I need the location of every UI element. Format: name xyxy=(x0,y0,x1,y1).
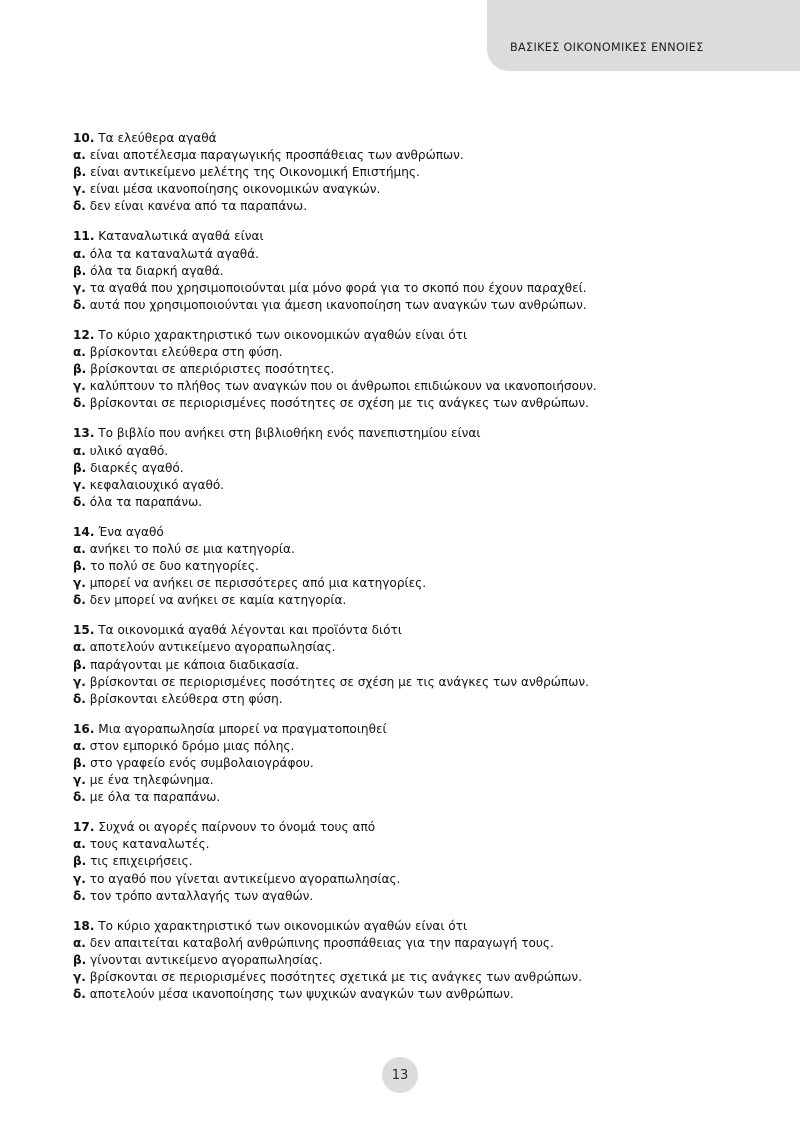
option-marker: β. xyxy=(73,460,87,475)
answer-option[interactable] xyxy=(73,853,733,870)
answer-option[interactable] xyxy=(73,969,733,986)
answer-option[interactable] xyxy=(73,789,733,806)
answer-option[interactable] xyxy=(73,657,733,674)
option-marker: δ. xyxy=(73,790,86,805)
option-marker: δ. xyxy=(73,494,86,509)
answer-option[interactable] xyxy=(73,541,733,558)
answer-option[interactable] xyxy=(73,755,733,772)
question-stem xyxy=(73,819,733,836)
question-block xyxy=(73,819,733,904)
question-stem-text: Τα ελεύθερα αγαθά xyxy=(98,131,217,145)
answer-option[interactable] xyxy=(73,198,733,215)
option-text: δεν είναι κανένα από τα παραπάνω. xyxy=(89,199,308,214)
question-stem-text: Μια αγοραπωλησία μπορεί να πραγματοποιηθεί xyxy=(98,721,387,736)
answer-option[interactable] xyxy=(73,246,733,263)
question-stem-text: Το βιβλίο που ανήκει στη βιβλιοθήκη ενός πανεπιστημίου είναι xyxy=(98,426,481,441)
option-text: το πολύ σε δυο κατηγορίες. xyxy=(90,559,259,574)
option-marker: α. xyxy=(73,640,86,655)
option-text: αυτά που χρησιμοποιούνται για άμεση ικανοποίηση των αναγκών των ανθρώπων. xyxy=(89,297,587,312)
option-text: καλύπτουν το πλήθος των αναγκών που οι άνθρωποι επιδιώκουν να ικανοποιήσουν. xyxy=(89,379,597,394)
question-number: 15. xyxy=(73,623,95,638)
option-marker: α. xyxy=(73,935,86,950)
option-text: όλα τα διαρκή αγαθά. xyxy=(90,263,224,278)
answer-option[interactable] xyxy=(73,263,733,280)
option-text: είναι αποτέλεσμα παραγωγικής προσπάθειας των ανθρώπων. xyxy=(89,148,464,163)
question-stem xyxy=(73,130,733,147)
question-number: 16. xyxy=(73,721,95,736)
option-marker: β. xyxy=(73,263,87,278)
question-block xyxy=(73,721,733,806)
option-marker: α. xyxy=(73,541,86,556)
question-block xyxy=(73,327,733,412)
option-marker: β. xyxy=(73,165,87,180)
page-number-value: 13 xyxy=(391,1067,409,1083)
option-text: ανήκει το πολύ σε μια κατηγορία. xyxy=(89,541,295,556)
question-block xyxy=(73,622,733,707)
question-number: 14. xyxy=(73,524,95,539)
answer-option[interactable] xyxy=(73,297,733,314)
option-marker: δ. xyxy=(73,593,86,608)
header-chapter-title: ΒΑΣΙΚΕΣ ΟΙΚΟΝΟΜΙΚΕΣ ΕΝΝΟΙΕΣ xyxy=(510,41,704,54)
question-block xyxy=(73,130,733,215)
question-number: 17. xyxy=(73,820,95,835)
option-marker: δ. xyxy=(73,888,86,903)
option-marker: γ. xyxy=(73,379,86,394)
option-marker: α. xyxy=(73,246,86,261)
option-text: βρίσκονται σε περιορισμένες ποσότητες σε σχέση με τις ανάγκες των ανθρώπων. xyxy=(89,396,589,411)
answer-option[interactable] xyxy=(73,558,733,575)
question-stem xyxy=(73,622,733,639)
option-text: βρίσκονται ελεύθερα στη φύση. xyxy=(89,345,283,360)
answer-option[interactable] xyxy=(73,361,733,378)
option-marker: β. xyxy=(73,559,87,574)
option-marker: β. xyxy=(73,657,87,672)
question-block xyxy=(73,524,733,609)
option-marker: γ. xyxy=(73,674,86,689)
option-text: στο γραφείο ενός συμβολαιογράφου. xyxy=(90,756,314,770)
answer-option[interactable] xyxy=(73,575,733,592)
answer-option[interactable] xyxy=(73,181,733,198)
option-text: δεν απαιτείται καταβολή ανθρώπινης προσπάθειας για την παραγωγή τους. xyxy=(89,935,554,950)
option-marker: α. xyxy=(73,148,86,163)
option-text: υλικό αγαθό. xyxy=(89,443,169,458)
question-stem-text: Καταναλωτικά αγαθά είναι xyxy=(98,229,264,244)
option-marker: β. xyxy=(73,952,87,967)
option-text: γίνονται αντικείμενο αγοραπωλησίας. xyxy=(90,952,323,967)
question-stem xyxy=(73,327,733,344)
option-text: τα αγαθά που χρησιμοποιούνται μία μόνο φορά για το σκοπό που έχουν παραχθεί. xyxy=(89,280,587,295)
answer-option[interactable] xyxy=(73,164,733,181)
option-marker: γ. xyxy=(73,773,86,788)
question-stem xyxy=(73,918,733,935)
answer-option[interactable] xyxy=(73,836,733,853)
option-text: τον τρόπο ανταλλαγής των αγαθών. xyxy=(89,888,314,903)
answer-option[interactable] xyxy=(73,738,733,755)
option-marker: γ. xyxy=(73,182,86,197)
option-marker: γ. xyxy=(73,576,86,591)
answer-option[interactable] xyxy=(73,935,733,952)
answer-option[interactable] xyxy=(73,691,733,708)
option-text: στον εμπορικό δρόμο μιας πόλης. xyxy=(89,738,295,753)
option-text: τους καταναλωτές. xyxy=(89,837,210,852)
answer-option[interactable] xyxy=(73,280,733,297)
option-text: το αγαθό που γίνεται αντικείμενο αγοραπωλησίας. xyxy=(89,871,401,886)
answer-option[interactable] xyxy=(73,888,733,905)
header-banner xyxy=(487,0,800,71)
option-text: όλα τα παραπάνω. xyxy=(89,494,203,509)
option-marker: α. xyxy=(73,443,86,458)
question-number: 18. xyxy=(73,918,95,933)
option-text: διαρκές αγαθό. xyxy=(90,460,184,475)
question-number: 13. xyxy=(73,426,95,441)
option-marker: α. xyxy=(73,345,86,360)
question-stem-text: Ένα αγαθό xyxy=(98,524,164,539)
option-marker: γ. xyxy=(73,871,86,886)
answer-option[interactable] xyxy=(73,443,733,460)
option-text: αποτελούν μέσα ικανοποίησης των ψυχικών αναγκών των ανθρώπων. xyxy=(89,987,514,1002)
option-text: βρίσκονται ελεύθερα στη φύση. xyxy=(89,691,283,706)
option-marker: β. xyxy=(73,362,87,377)
answer-option[interactable] xyxy=(73,344,733,361)
question-list xyxy=(73,130,733,1016)
question-number: 12. xyxy=(73,327,95,342)
option-marker: δ. xyxy=(73,297,86,312)
option-marker: β. xyxy=(73,756,87,770)
option-text: βρίσκονται σε περιορισμένες ποσότητες σχετικά με τις ανάγκες των ανθρώπων. xyxy=(89,970,583,985)
question-stem xyxy=(73,425,733,442)
answer-option[interactable] xyxy=(73,477,733,494)
option-marker: γ. xyxy=(73,280,86,295)
option-text: είναι μέσα ικανοποίησης οικονομικών αναγκών. xyxy=(89,182,381,197)
answer-option[interactable] xyxy=(73,986,733,1003)
option-text: βρίσκονται σε περιορισμένες ποσότητες σε σχέση με τις ανάγκες των ανθρώπων. xyxy=(89,674,589,689)
option-marker: γ. xyxy=(73,477,86,492)
question-block xyxy=(73,228,733,313)
option-marker: δ. xyxy=(73,691,86,706)
option-text: τις επιχειρήσεις. xyxy=(90,854,193,869)
option-marker: γ. xyxy=(73,970,86,985)
answer-option[interactable] xyxy=(73,674,733,691)
answer-option[interactable] xyxy=(73,639,733,656)
option-text: κεφαλαιουχικό αγαθό. xyxy=(89,477,225,492)
option-text: με ένα τηλεφώνημα. xyxy=(89,773,214,788)
question-stem-text: Το κύριο χαρακτηριστικό των οικονομικών αγαθών είναι ότι xyxy=(98,918,468,933)
question-stem-text: Τα οικονομικά αγαθά λέγονται και προϊόντα διότι xyxy=(98,623,402,638)
option-text: είναι αντικείμενο μελέτης της Οικονομική Επιστήμης. xyxy=(90,165,420,180)
answer-option[interactable] xyxy=(73,378,733,395)
option-marker: δ. xyxy=(73,396,86,411)
answer-option[interactable] xyxy=(73,952,733,969)
question-number: 11. xyxy=(73,229,95,244)
answer-option[interactable] xyxy=(73,871,733,888)
answer-option[interactable] xyxy=(73,147,733,164)
option-marker: α. xyxy=(73,738,86,753)
answer-option[interactable] xyxy=(73,592,733,609)
option-marker: α. xyxy=(73,837,86,852)
option-text: όλα τα καταναλωτά αγαθά. xyxy=(89,246,260,261)
answer-option[interactable] xyxy=(73,395,733,412)
answer-option[interactable] xyxy=(73,494,733,511)
option-text: βρίσκονται σε απεριόριστες ποσότητες. xyxy=(90,362,335,377)
answer-option[interactable] xyxy=(73,460,733,477)
question-stem-text: Συχνά οι αγορές παίρνουν το όνομά τους από xyxy=(98,820,376,835)
question-stem xyxy=(73,721,733,738)
option-marker: β. xyxy=(73,854,87,869)
page-number-badge xyxy=(382,1057,418,1093)
question-number: 10. xyxy=(73,131,95,145)
option-text: παράγονται με κάποια διαδικασία. xyxy=(90,657,299,672)
option-marker: δ. xyxy=(73,199,86,214)
answer-option[interactable] xyxy=(73,772,733,789)
question-block xyxy=(73,425,733,510)
question-stem xyxy=(73,524,733,541)
option-text: δεν μπορεί να ανήκει σε καμία κατηγορία. xyxy=(89,593,347,608)
question-stem xyxy=(73,228,733,245)
option-text: μπορεί να ανήκει σε περισσότερες από μια κατηγορίες. xyxy=(89,576,427,591)
option-text: αποτελούν αντικείμενο αγοραπωλησίας. xyxy=(89,640,336,655)
question-block xyxy=(73,918,733,1003)
option-marker: δ. xyxy=(73,987,86,1002)
question-stem-text: Το κύριο χαρακτηριστικό των οικονομικών αγαθών είναι ότι xyxy=(98,327,468,342)
option-text: με όλα τα παραπάνω. xyxy=(89,790,221,805)
